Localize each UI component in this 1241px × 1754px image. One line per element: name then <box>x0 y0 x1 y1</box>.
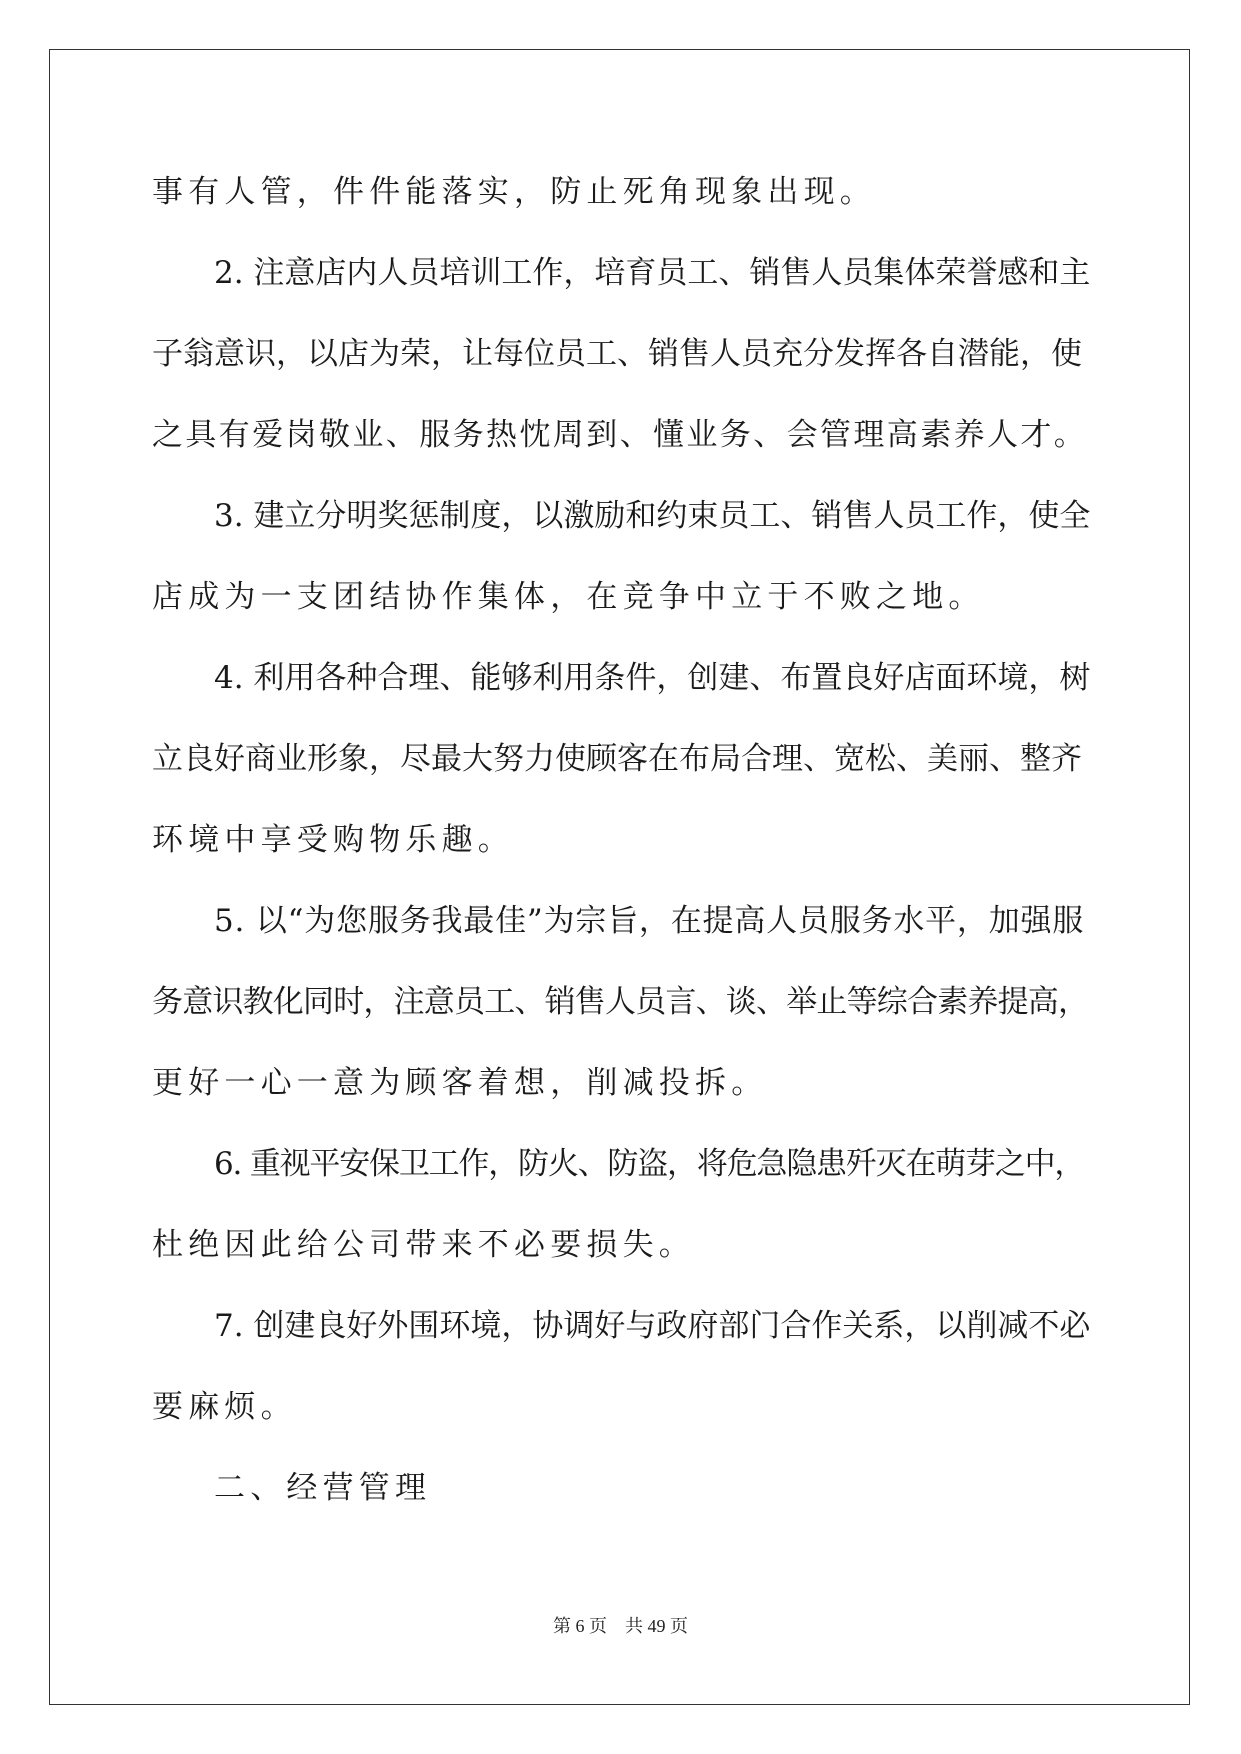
text-line-13: 6. 重视平安保卫工作，防火、防盗，将危急隐患歼灭在萌芽之中， <box>214 1146 1085 1182</box>
text-line-6: 店成为一支团结协作集体，在竞争中立于不败之地。 <box>152 579 985 615</box>
text-line-14: 杜绝因此给公司带来不必要损失。 <box>152 1227 695 1263</box>
page-border <box>49 49 1190 1705</box>
text-line-11: 务意识教化同时，注意员工、销售人员言、谈、举止等综合素养提高， <box>152 984 1089 1020</box>
text-line-15: 7. 创建良好外围环境，协调好与政府部门合作关系，以削减不必 <box>214 1308 1091 1344</box>
text-line-10: 5. 以“为您服务我最佳”为宗旨，在提高人员服务水平，加强服 <box>214 903 1085 939</box>
text-line-2: 2. 注意店内人员培训工作，培育员工、销售人员集体荣誉感和主 <box>214 255 1091 291</box>
text-line-12: 更好一心一意为顾客着想，削减投拆。 <box>152 1065 768 1101</box>
text-line-4: 之具有爱岗敬业、服务热忱周到、懂业务、会管理高素养人才。 <box>152 417 1088 453</box>
section-heading: 二、经营管理 <box>214 1470 432 1506</box>
text-line-16: 要麻烦。 <box>152 1389 297 1425</box>
text-line-9: 环境中享受购物乐趣。 <box>152 822 514 858</box>
page-number: 第 6 页 共 49 页 <box>553 1616 688 1636</box>
text-line-7: 4. 利用各种合理、能够利用条件，创建、布置良好店面环境，树 <box>214 660 1091 696</box>
text-line-8: 立良好商业形象，尽最大努力使顾客在布局合理、宽松、美丽、整齐 <box>152 741 1082 777</box>
text-line-1: 事有人管，件件能落实，防止死角现象出现。 <box>152 174 876 210</box>
text-line-3: 子翁意识，以店为荣，让每位员工、销售人员充分发挥各自潜能，使 <box>152 336 1082 372</box>
text-line-5: 3. 建立分明奖惩制度，以激励和约束员工、销售人员工作，使全 <box>214 498 1091 534</box>
